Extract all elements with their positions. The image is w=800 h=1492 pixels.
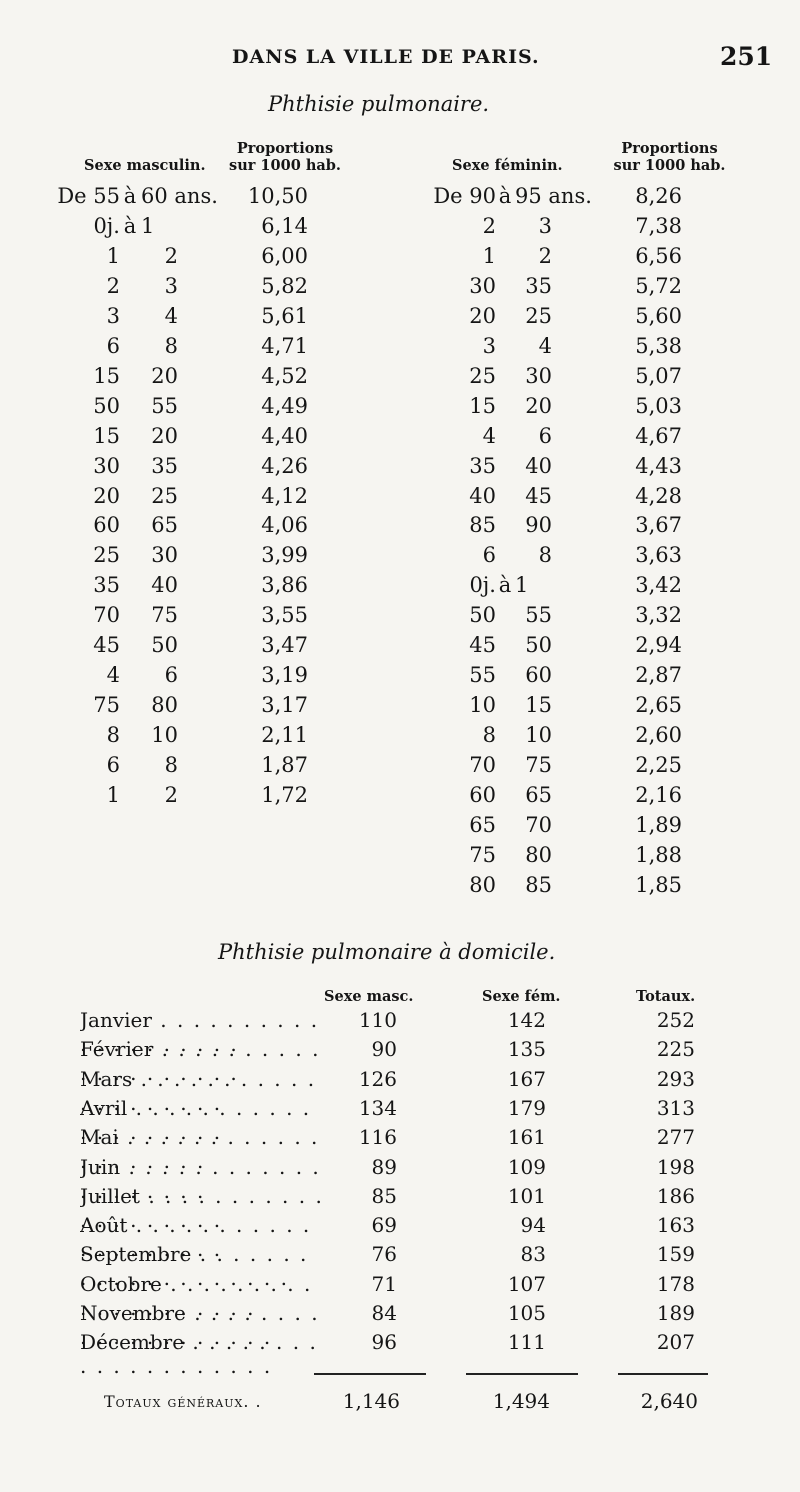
- age-to: 90: [525, 513, 552, 538]
- totals-grand: 2,640: [640, 1389, 698, 1413]
- age-to: 50: [151, 633, 178, 658]
- age-from: 70: [469, 753, 496, 778]
- proportion-value: 3,99: [261, 543, 308, 568]
- proportion-value: 4,71: [261, 333, 308, 358]
- proportion-value: 2,16: [635, 783, 682, 807]
- age-to: 6: [538, 423, 552, 448]
- age-from: 2: [106, 273, 120, 298]
- age-from: 75: [469, 842, 496, 867]
- proportion-value: 5,60: [635, 303, 682, 328]
- proportion-value: 7,38: [635, 213, 682, 238]
- col-header-proportion-female: Proportions sur 1000 hab.: [613, 140, 726, 174]
- month-name: Mars . . .: [80, 1067, 325, 1115]
- month-male: 134: [325, 1096, 397, 1120]
- age-from: 25: [93, 543, 120, 568]
- month-male: 89: [325, 1155, 397, 1179]
- proportion-value: 1,85: [635, 872, 682, 897]
- proportion-value: 3,32: [635, 603, 682, 628]
- month-row: [0, 1096, 800, 1125]
- age-row: [0, 274, 800, 304]
- col-header-totaux: Totaux.: [636, 988, 696, 1005]
- age-from: 30: [93, 453, 120, 478]
- age-from: 3: [482, 333, 496, 358]
- age-from: 35: [469, 453, 496, 478]
- totals-label: Totaux généraux. .: [104, 1392, 262, 1411]
- age-from: 80: [469, 872, 496, 897]
- age-row: [0, 693, 800, 723]
- sum-rule-male: [314, 1373, 426, 1375]
- age-to: 20: [151, 423, 178, 448]
- proportion-value: 5,38: [635, 333, 682, 358]
- age-to: 20: [525, 393, 552, 418]
- age-from: 0j.: [469, 573, 496, 598]
- month-female: 135: [507, 1037, 546, 1062]
- age-from: 20: [93, 483, 120, 508]
- age-row: [0, 334, 800, 364]
- age-from: 60: [93, 513, 120, 538]
- proportion-value: 2,25: [635, 753, 682, 778]
- age-row: [0, 723, 800, 753]
- proportion-value: 3,17: [261, 693, 308, 718]
- age-from: 65: [469, 812, 496, 837]
- month-row: [0, 1184, 800, 1213]
- proportion-value: 5,07: [635, 363, 682, 388]
- age-to: 85: [525, 872, 552, 897]
- proportion-value: 3,55: [261, 603, 308, 628]
- age-sep: à: [123, 213, 137, 238]
- age-to: 2: [538, 243, 552, 268]
- proportion-value: 1,87: [261, 753, 308, 778]
- proportion-value: 4,06: [261, 513, 308, 538]
- age-row: [0, 813, 800, 843]
- age-from: 4: [482, 423, 496, 448]
- age-from: 1: [106, 243, 120, 268]
- month-total: 313: [656, 1095, 695, 1120]
- age-from: 15: [93, 423, 120, 448]
- month-row: [0, 1037, 800, 1066]
- age-from: 70: [93, 603, 120, 628]
- age-from: 4: [106, 663, 120, 688]
- age-sep: à: [498, 184, 512, 208]
- age-from: 50: [469, 603, 496, 628]
- age-to: 40: [151, 573, 178, 598]
- age-row: [0, 543, 800, 573]
- proportion-value: 3,67: [635, 513, 682, 538]
- month-row: [0, 1213, 800, 1242]
- proportion-value: 3,47: [261, 633, 308, 658]
- age-to: 40: [525, 453, 552, 478]
- age-to: 55: [151, 393, 178, 418]
- age-to: 95 ans.: [515, 184, 592, 208]
- proportion-value: 2,60: [635, 723, 682, 748]
- month-row: [0, 1008, 800, 1037]
- col-header-sexe-fem: Sexe fém.: [482, 988, 561, 1005]
- month-total: 207: [656, 1330, 695, 1355]
- col-header-proportion-male: Proportions sur 1000 hab.: [229, 140, 341, 174]
- proportion-value: 4,43: [635, 453, 682, 478]
- month-total: 189: [656, 1301, 695, 1325]
- age-to: 75: [151, 603, 178, 628]
- age-to: 25: [151, 483, 178, 508]
- proportion-value: 5,82: [261, 273, 308, 298]
- month-female: 111: [507, 1330, 546, 1355]
- month-total: 186: [656, 1183, 695, 1208]
- age-to: 6: [164, 663, 178, 688]
- totals-male: 1,146: [342, 1389, 400, 1413]
- proportion-value: 2,11: [261, 723, 308, 748]
- age-from: 75: [93, 693, 120, 718]
- section1-title: Phthisie pulmonaire.: [268, 92, 490, 116]
- age-from: 3: [106, 303, 120, 328]
- proportion-value: 4,26: [261, 453, 308, 478]
- age-to: 1: [515, 573, 529, 598]
- month-male: 85: [325, 1184, 397, 1208]
- age-to: 3: [538, 213, 552, 238]
- age-from: 40: [469, 483, 496, 508]
- month-male: 110: [325, 1008, 397, 1032]
- month-male: 126: [325, 1067, 397, 1091]
- age-from: 35: [93, 573, 120, 598]
- proportion-value: 1,88: [635, 842, 682, 867]
- col-header-sexe-masc: Sexe masc.: [324, 988, 414, 1005]
- month-male: 71: [325, 1272, 397, 1296]
- age-to: 30: [525, 363, 552, 388]
- age-to: 25: [525, 303, 552, 328]
- age-row: [0, 304, 800, 334]
- age-from: De 55: [57, 184, 120, 208]
- age-to: 65: [525, 783, 552, 807]
- month-row: [0, 1301, 800, 1330]
- proportion-value: 1,72: [261, 783, 308, 807]
- age-from: 85: [469, 513, 496, 538]
- age-to: 2: [164, 783, 178, 807]
- month-male: 69: [325, 1213, 397, 1237]
- age-sep: à: [498, 573, 512, 598]
- age-from: 10: [469, 693, 496, 718]
- age-from: 30: [469, 273, 496, 298]
- age-from: 2: [482, 213, 496, 238]
- month-total: 293: [656, 1066, 695, 1091]
- col-header-male: Sexe masculin.: [84, 157, 206, 174]
- month-row: [0, 1155, 800, 1184]
- age-from: 6: [106, 333, 120, 358]
- proportion-value: 4,12: [261, 483, 308, 508]
- age-from: 0j.: [93, 213, 120, 238]
- age-row: [0, 753, 800, 783]
- month-name: Novembre . . .: [80, 1301, 325, 1349]
- age-from: 8: [482, 723, 496, 748]
- age-from: 1: [106, 783, 120, 807]
- month-total: 178: [656, 1271, 695, 1296]
- age-to: 75: [525, 753, 552, 778]
- month-row: [0, 1272, 800, 1301]
- section2-title: Phthisie pulmonaire à domicile.: [218, 940, 556, 964]
- month-female: 83: [520, 1242, 546, 1267]
- age-to: 70: [525, 812, 552, 837]
- proportion-value: 5,03: [635, 393, 682, 418]
- age-from: 45: [93, 633, 120, 658]
- age-row: [0, 573, 800, 603]
- age-to: 2: [164, 243, 178, 268]
- age-sep: à: [123, 184, 137, 208]
- proportion-value: 5,61: [261, 303, 308, 328]
- age-row: [0, 424, 800, 454]
- age-to: 80: [525, 842, 552, 867]
- month-name: Octobre . . .: [80, 1272, 325, 1320]
- month-male: 96: [325, 1330, 397, 1354]
- age-from: 50: [93, 393, 120, 418]
- age-to: 60 ans.: [141, 184, 218, 208]
- age-to: 35: [151, 453, 178, 478]
- age-from: De 90: [433, 184, 496, 208]
- age-to: 1: [141, 213, 155, 238]
- age-from: 20: [469, 303, 496, 328]
- age-row: [0, 603, 800, 633]
- age-to: 4: [538, 333, 552, 358]
- month-name: Juin . . .: [80, 1155, 325, 1203]
- month-female: 109: [507, 1154, 546, 1179]
- age-to: 8: [164, 333, 178, 358]
- age-row: [0, 454, 800, 484]
- proportion-value: 6,56: [635, 243, 682, 268]
- proportion-value: 3,42: [635, 573, 682, 598]
- month-row: [0, 1067, 800, 1096]
- age-from: 15: [469, 393, 496, 418]
- month-total: 163: [656, 1213, 695, 1238]
- page-number: 251: [720, 42, 773, 71]
- age-row: [0, 214, 800, 244]
- proportion-value: 4,40: [261, 423, 308, 448]
- age-to: 55: [525, 603, 552, 628]
- proportion-value: 3,86: [261, 573, 308, 598]
- month-total: 225: [656, 1037, 695, 1062]
- month-female: 94: [520, 1213, 546, 1238]
- age-row: [0, 663, 800, 693]
- month-female: 142: [507, 1008, 546, 1032]
- age-row: [0, 633, 800, 663]
- age-from: 15: [93, 363, 120, 388]
- month-name: Septembre . . .: [80, 1242, 325, 1290]
- age-to: 10: [525, 723, 552, 748]
- age-row: [0, 364, 800, 394]
- age-to: 45: [525, 483, 552, 508]
- month-male: 90: [325, 1037, 397, 1061]
- age-to: 30: [151, 543, 178, 568]
- age-to: 65: [151, 513, 178, 538]
- age-row: [0, 513, 800, 543]
- col-header-female: Sexe féminin.: [452, 157, 563, 174]
- month-row: [0, 1125, 800, 1154]
- age-to: 80: [151, 693, 178, 718]
- month-total: 252: [656, 1008, 695, 1032]
- age-to: 10: [151, 723, 178, 748]
- running-title: DANS LA VILLE DE PARIS.: [232, 46, 540, 68]
- month-male: 76: [325, 1242, 397, 1266]
- age-row: [0, 873, 800, 903]
- age-row: [0, 783, 800, 813]
- age-to: 60: [525, 663, 552, 688]
- age-row: [0, 244, 800, 274]
- month-name: Mai . . .: [80, 1125, 325, 1173]
- sum-rule-female: [466, 1373, 578, 1375]
- proportion-value: 10,50: [247, 184, 308, 208]
- age-to: 4: [164, 303, 178, 328]
- month-female: 167: [507, 1066, 546, 1091]
- age-from: 1: [482, 243, 496, 268]
- age-to: 50: [525, 633, 552, 658]
- month-female: 179: [507, 1095, 546, 1120]
- totals-female: 1,494: [492, 1389, 550, 1413]
- month-female: 161: [507, 1125, 546, 1150]
- proportion-value: 3,19: [261, 663, 308, 688]
- sum-rule-total: [618, 1373, 708, 1375]
- month-male: 116: [325, 1125, 397, 1149]
- month-row: [0, 1330, 800, 1359]
- age-from: 45: [469, 633, 496, 658]
- age-from: 25: [469, 363, 496, 388]
- proportion-value: 8,26: [635, 184, 682, 208]
- proportion-value: 2,65: [635, 693, 682, 718]
- month-name: Décembre . . .: [80, 1330, 325, 1378]
- month-total: 277: [656, 1125, 695, 1150]
- month-female: 101: [507, 1183, 546, 1208]
- month-name: Avril . . .: [80, 1096, 325, 1144]
- month-row: [0, 1242, 800, 1271]
- month-name: Février . . .: [80, 1037, 325, 1085]
- month-name: Janvier . . .: [80, 1008, 325, 1056]
- proportion-value: 3,63: [635, 543, 682, 568]
- age-to: 8: [164, 753, 178, 778]
- age-from: 8: [106, 723, 120, 748]
- age-to: 35: [525, 273, 552, 298]
- age-row: [0, 843, 800, 873]
- proportion-value: 1,89: [635, 812, 682, 837]
- age-row: [0, 484, 800, 514]
- month-male: 84: [325, 1301, 397, 1325]
- age-to: 15: [525, 693, 552, 718]
- month-name: Juillet . . .: [80, 1184, 325, 1232]
- month-female: 105: [507, 1301, 546, 1325]
- age-to: 20: [151, 363, 178, 388]
- age-to: 3: [164, 273, 178, 298]
- proportion-value: 4,67: [635, 423, 682, 448]
- age-to: 8: [538, 543, 552, 568]
- proportion-value: 4,49: [261, 393, 308, 418]
- month-female: 107: [507, 1271, 546, 1296]
- proportion-value: 6,00: [261, 243, 308, 268]
- proportion-value: 2,94: [635, 633, 682, 658]
- proportion-value: 4,52: [261, 363, 308, 388]
- month-total: 159: [656, 1242, 695, 1267]
- proportion-value: 4,28: [635, 483, 682, 508]
- month-total: 198: [656, 1154, 695, 1179]
- age-row: [0, 184, 800, 214]
- age-from: 60: [469, 783, 496, 807]
- proportion-value: 5,72: [635, 273, 682, 298]
- proportion-value: 2,87: [635, 663, 682, 688]
- age-row: [0, 394, 800, 424]
- age-from: 55: [469, 663, 496, 688]
- age-from: 6: [482, 543, 496, 568]
- month-name: Août . . .: [80, 1213, 325, 1261]
- age-from: 6: [106, 753, 120, 778]
- proportion-value: 6,14: [261, 213, 308, 238]
